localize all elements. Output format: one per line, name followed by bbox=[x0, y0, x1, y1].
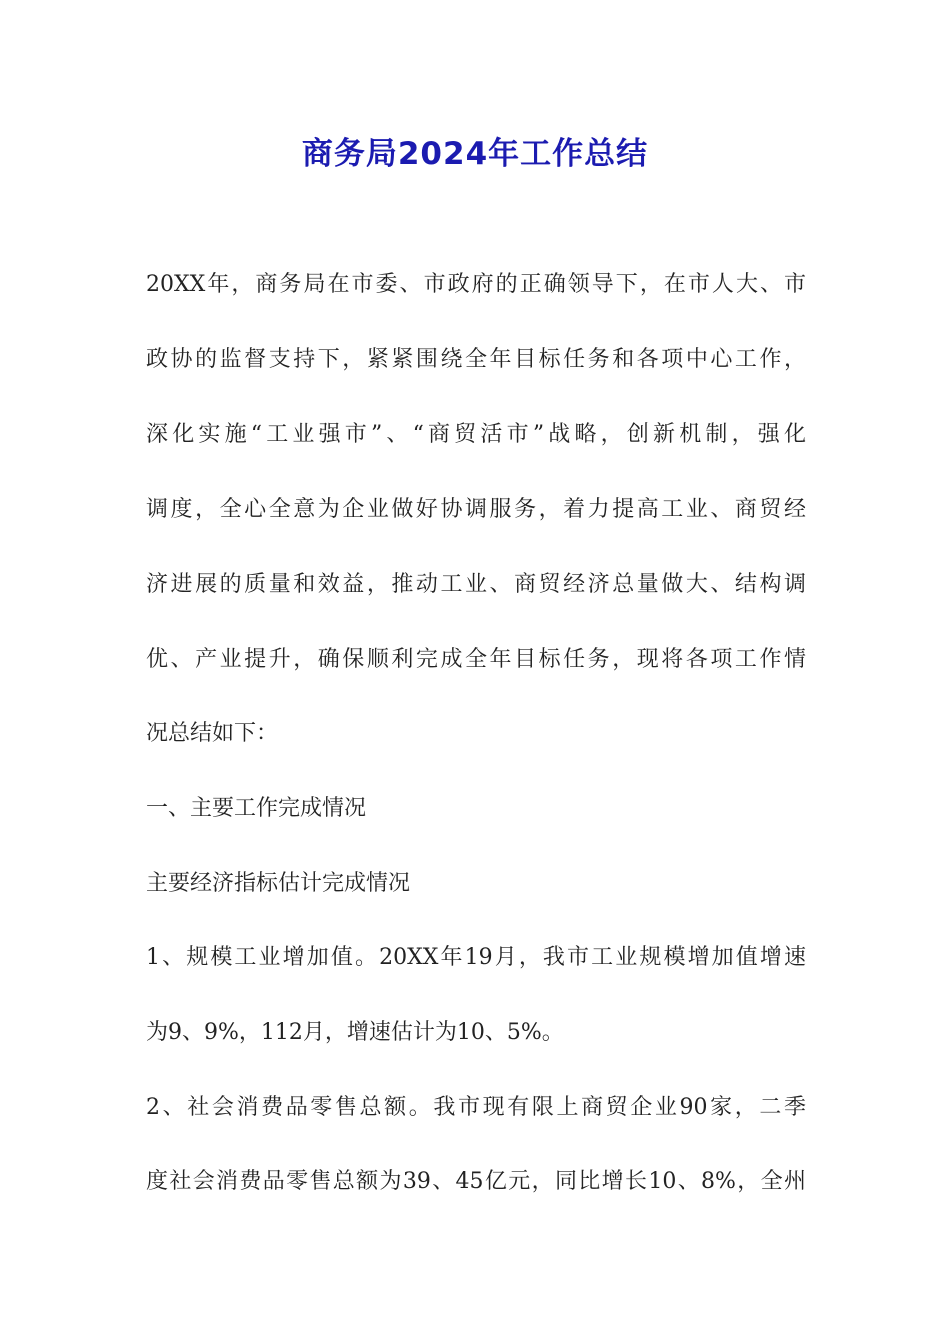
paragraph-line: 况总结如下： bbox=[146, 721, 279, 746]
section-heading: 一、主要工作完成情况 bbox=[146, 796, 367, 821]
paragraph-line: 20XX年，商务局在市委、市政府的正确领导下，在市人大、市 bbox=[146, 272, 806, 297]
paragraph-line: 度社会消费品零售总额为39、45亿元，同比增长10、8%，全州 bbox=[146, 1169, 806, 1194]
paragraph-line: 深化实施“工业强市”、“商贸活市”战略，创新机制，强化 bbox=[146, 422, 806, 447]
document-title: 商务局2024年工作总结 bbox=[301, 136, 649, 172]
paragraph-line: 调度，全心全意为企业做好协调服务，着力提高工业、商贸经 bbox=[146, 497, 806, 522]
paragraph-line: 1、规模工业增加值。20XX年19月，我市工业规模增加值增速 bbox=[146, 945, 806, 970]
paragraph-line: 为9、9%，112月，增速估计为10、5%。 bbox=[146, 1020, 564, 1045]
paragraph-line: 济进展的质量和效益，推动工业、商贸经济总量做大、结构调 bbox=[146, 572, 806, 597]
paragraph-line: 政协的监督支持下，紧紧围绕全年目标任务和各项中心工作， bbox=[146, 347, 806, 372]
paragraph-line: 优、产业提升，确保顺利完成全年目标任务，现将各项工作情 bbox=[146, 647, 806, 672]
subsection-heading: 主要经济指标估计完成情况 bbox=[146, 871, 411, 896]
paragraph-line: 2、社会消费品零售总额。我市现有限上商贸企业90家，二季 bbox=[146, 1095, 806, 1120]
